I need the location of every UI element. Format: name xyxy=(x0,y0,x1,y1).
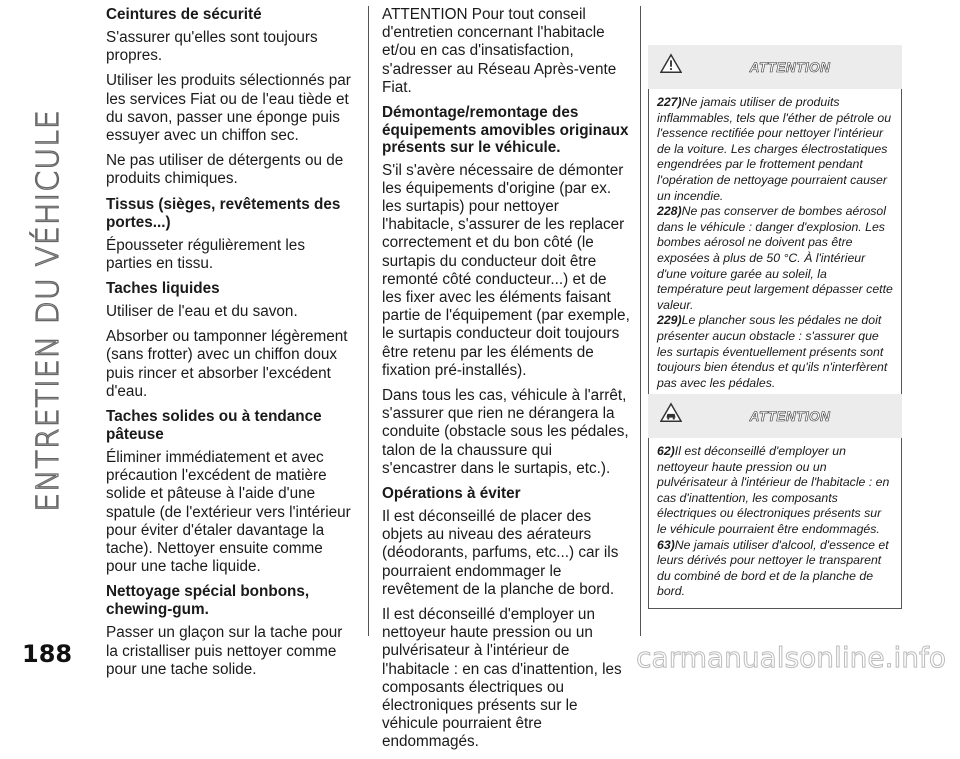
heading-fabrics: Tissus (sièges, revêtements des portes...) xyxy=(106,195,341,231)
column-divider xyxy=(368,6,369,636)
heading-solid-stains: Taches solides ou à tendance pâteuse xyxy=(106,408,322,444)
warning-body xyxy=(648,89,902,400)
warning-item: 62)Il est déconseillé d'employer un nettoyeur haute pression ou un pulvérisateur à l'intérieur de l'habitacle : en cas d'inattention, les composants électriques ou électroniques présents sur le véhicule pourraient être endommagés. xyxy=(657,444,890,536)
paragraph: Épousseter régulièrement les parties en tissu. xyxy=(106,236,305,272)
paragraph: ATTENTION Pour tout conseil d'entretien concernant l'habitacle et/ou en cas d'insatisfaction, s'adresser au Réseau Après-vente Fiat. xyxy=(382,6,617,96)
warning-header xyxy=(648,394,902,438)
warning-title: ATTENTION xyxy=(749,59,831,75)
warning-item: 228)Ne pas conserver de bombes aérosol dans le véhicule : danger d'explosion. Les bombes aérosol ne doivent pas être exposées à plus de 50 °C. À l'intérieur d'une voiture garée au soleil, la température peut largement dépasser cette valeur. xyxy=(657,204,893,312)
warning-header xyxy=(648,45,902,89)
paragraph: Absorber ou tamponner légèrement (sans frotter) avec un chiffon doux puis rincer et absorber l'excédent d'eau. xyxy=(106,328,348,400)
car-warning-icon xyxy=(660,402,682,424)
warning-triangle-icon xyxy=(660,53,682,75)
watermark: carmanualsonline.info xyxy=(636,641,946,674)
warning-body xyxy=(648,438,902,609)
heading-seatbelts: Ceintures de sécurité xyxy=(106,6,262,23)
column-left xyxy=(106,6,354,686)
warning-box xyxy=(648,394,902,609)
section-sidebar xyxy=(18,30,78,590)
heading-liquid-stains: Taches liquides xyxy=(106,280,220,298)
section-title: ENTRETIEN DU VÉHICULE xyxy=(30,108,66,512)
paragraph: Passer un glaçon sur la tache pour la cristalliser puis nettoyer comme pour une tache solide. xyxy=(106,624,343,678)
heading-removal: Démontage/remontage des équipements amovibles originaux présents sur le véhicule. xyxy=(382,104,629,157)
column-divider xyxy=(640,6,641,636)
warning-title: ATTENTION xyxy=(749,408,831,424)
column-middle xyxy=(382,6,630,759)
warning-item: 63)Ne jamais utiliser d'alcool, d'essence et leurs dérivés pour nettoyer le transparent du combiné de bord et de la planche de bord. xyxy=(657,537,889,599)
paragraph: Dans tous les cas, véhicule à l'arrêt, s'assurer que rien ne dérangera la conduite (obstacle sous les pédales, talon de la chaussure qui s'encastrer dans le surtapis, etc.). xyxy=(382,386,629,477)
paragraph: S'il s'avère nécessaire de démonter les équipements d'origine (par ex. les surtapis) pour nettoyer l'habitacle, s'assurer de les replacer correctement et du bon côté (le surtapis du conducteur doit être remonté côté conducteur...) et de les fixer avec les éléments faisant partie de l'équipement (par exemple, le surtapis conducteur doit toujours être retenu par les éléments de fixation pré-installés). xyxy=(382,161,630,379)
paragraph: Éliminer immédiatement et avec précaution l'excédent de matière solide et pâteuse à l'aide d'une spatule (de l'extérieur vers l'intérieur pour éviter d'étaler davantage la tache). Nettoyer ensuite comme pour une tache liquide. xyxy=(106,449,351,576)
warning-box xyxy=(648,45,902,400)
paragraph: Utiliser les produits sélectionnés par les services Fiat ou de l'eau tiède et du savon, passer une éponge puis essuyer avec un chiffon sec. xyxy=(106,72,351,145)
warning-item: 227)Ne jamais utiliser de produits inflammables, tels que l'éther de pétrole ou l'essence rectifiée pour nettoyer l'intérieur de la voiture. Les charges électrostatiques engendrées par le frottement pendant l'opération de nettoyage pourraient causer un incendie. xyxy=(657,95,892,203)
warning-item: 229)Le plancher sous les pédales ne doit présenter aucun obstacle : s'assurer que les surtapis éventuellement présents sont toujours bien étendus et qu'ils n'interfèrent pas avec les pédales. xyxy=(657,313,888,390)
paragraph: Utiliser de l'eau et du savon. xyxy=(106,303,298,321)
paragraph: Il est déconseillé de placer des objets au niveau des aérateurs (déodorants, parfums, etc...) car ils pourraient endommager le revêtement de la planche de bord. xyxy=(382,507,619,598)
paragraph: Il est déconseillé d'employer un nettoyeur haute pression ou un pulvérisateur à l'intérieur de l'habitacle : en cas d'inattention, les composants électriques ou électroniques présents sur le véhicule pourraient être endommagés. xyxy=(382,605,622,751)
paragraph: Ne pas utiliser de détergents ou de produits chimiques. xyxy=(106,152,344,188)
heading-operations-avoid: Opérations à éviter xyxy=(382,484,521,502)
paragraph: S'assurer qu'elles sont toujours propres. xyxy=(106,29,318,65)
page-number: 188 xyxy=(22,640,73,668)
heading-special-cleaning: Nettoyage spécial bonbons, chewing-gum. xyxy=(106,583,310,619)
